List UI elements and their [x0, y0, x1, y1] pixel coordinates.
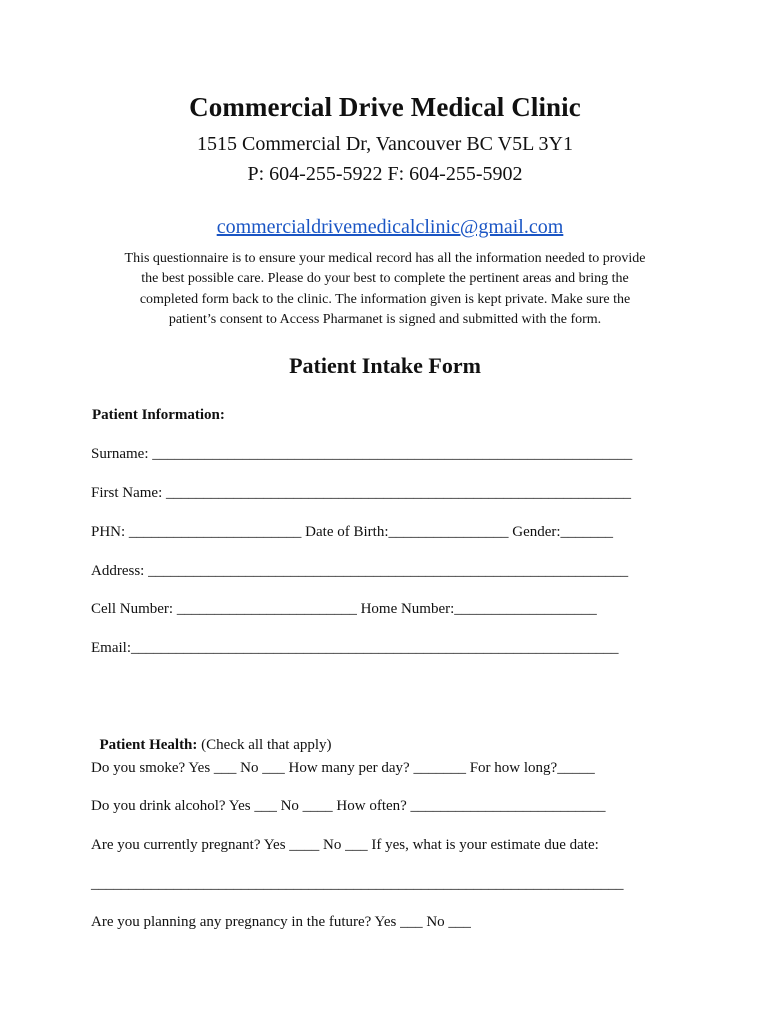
clinic-address: 1515 Commercial Dr, Vancouver BC V5L 3Y1 [197, 133, 573, 155]
intro-line: completed form back to the clinic. The information given is kept private. Make sure the [139, 291, 631, 307]
clinic-name: Commercial Drive Medical Clinic [189, 92, 581, 122]
intro-line: the best possible care. Please do your best to complete the pertinent areas and bring the [141, 271, 629, 287]
address-field[interactable]: Address: ________________________________________________________________ [91, 563, 629, 579]
surname-field[interactable]: Surname: ________________________________________________________________ [91, 446, 633, 462]
intro-line: This questionnaire is to ensure your medical record has all the information needed to provide [124, 251, 646, 266]
first-name-field[interactable]: First Name: ______________________________________________________________ [91, 485, 631, 501]
due-date-field[interactable]: _______________________________________________________________________ [91, 876, 624, 892]
email-field[interactable]: Email:_________________________________________________________________ [91, 640, 619, 656]
patient-health-label: Patient Health: [99, 737, 198, 753]
future-pregnancy-question[interactable]: Are you planning any pregnancy in the future? Yes ___ No ___ [91, 914, 471, 930]
clinic-phone-fax: P: 604-255-5922 F: 604-255-5902 [247, 163, 523, 185]
intro-paragraph [0, 249, 770, 330]
form-title: Patient Intake Form [289, 353, 481, 378]
pregnancy-question[interactable]: Are you currently pregnant? Yes ____ No ___ If yes, what is your estimate due date: [91, 837, 599, 853]
patient-health-heading [92, 720, 332, 754]
patient-health-note: (Check all that apply) [197, 737, 332, 753]
alcohol-question[interactable]: Do you drink alcohol? Yes ___ No ____ How often? __________________________ [91, 798, 606, 814]
intro-line: patient’s consent to Access Pharmanet is signed and submitted with the form. [168, 311, 602, 327]
patient-info-heading: Patient Information: [92, 407, 225, 423]
clinic-email-link[interactable]: commercialdrivemedicalclinic@gmail.com [216, 216, 564, 238]
smoking-question[interactable]: Do you smoke? Yes ___ No ___ How many per day? _______ For how long?_____ [91, 760, 595, 776]
phn-dob-gender-fields[interactable]: PHN: _______________________ Date of Birth:________________ Gender:_______ [91, 524, 614, 540]
cell-home-number-fields[interactable]: Cell Number: ________________________ Home Number:___________________ [91, 601, 597, 617]
